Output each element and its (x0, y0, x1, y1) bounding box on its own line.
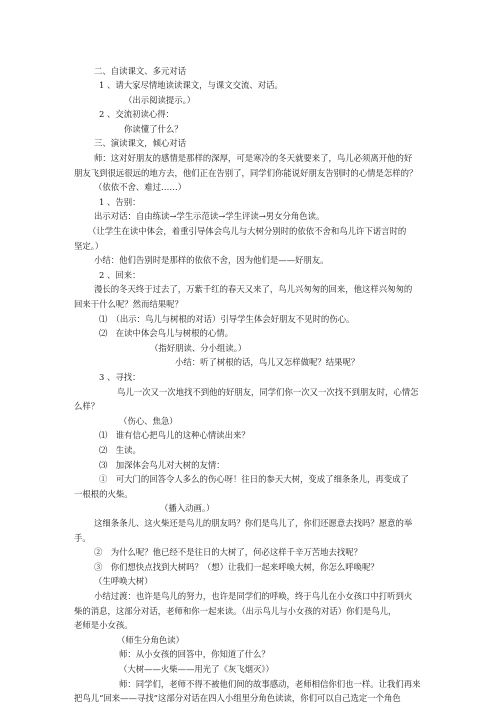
text-line: （生呼唤大树） (94, 576, 153, 587)
text-line: 师：从小女孩的回答中，你知道了什么？ (119, 649, 270, 659)
text-line: 2 、交流初读心得： (99, 109, 174, 120)
text-line: 柴的消息，这部分对话，老师和你一起来读。（出示鸟儿与小女孩的对话）你们是鸟儿， (74, 605, 397, 616)
text-line: 老师是小女孩。 (74, 620, 133, 630)
text-line: 师：同学们，老师不得不被他们间的故事感动，老师相信你们也一样。让我们再来 (119, 678, 421, 689)
text-line: 回来干什么呢？然而结果呢？ (74, 299, 183, 310)
text-line: ② 为什么呢？他已经不是往日的大树了，何必这样千辛万苦地去找呢？ (94, 547, 362, 557)
text-line: （大树——火柴——用光了《灰飞烟灭》） (119, 664, 274, 674)
text-line: 漫长的冬天终于过去了，万紫千红的春天又来了，鸟儿兴匆匆的回来，他这样兴匆匆的 (94, 284, 413, 295)
text-line: （让学生在读中体会，着重引导体会鸟儿与大树分别时的依依不舍和鸟儿许下诺言时的 (88, 226, 407, 237)
subheading: 1 、告别： (99, 197, 141, 207)
text-line: ⑵ 在读中体会鸟儿与树根的心情。 (99, 328, 233, 339)
subheading: 3 、寻找： (99, 372, 141, 382)
text-line: 小结过渡：也许是鸟儿的努力，也许是同学们的呼唤，终于鸟儿在小女孩口中打听到火 (94, 591, 413, 601)
text-line: （依依不舍、难过……） (94, 182, 187, 193)
text-line: （伤心、焦急） (119, 416, 178, 426)
text-line: ⑴ （出示：鸟儿与树根的对话）引导学生体会好朋友不见时的伤心。 (99, 314, 355, 324)
text-line: ⑴ 谁有信心把鸟儿的这种心情读出来？ (99, 430, 250, 441)
text-line: 小结：听了树根的话，鸟儿又怎样做呢？结果呢？ (175, 357, 360, 368)
section-heading-3: 三、演读课文，倾心对话 (94, 138, 187, 149)
text-line: 1 、请大家尽情地读读课文，与课文交流、对话。 (99, 80, 283, 91)
text-line: ① 可大门的回答令人多么的伤心呀！往日的参天大树，变成了细条条儿，再变成了 (99, 474, 409, 484)
section-heading-2: 二、自读课文、多元对话 (94, 66, 187, 76)
text-line: （师生分角色读） (117, 634, 184, 645)
text-line: 朋友飞到很远很远的地方去，他们正在告别了，同学们你能说好朋友告别时的心情是怎样的？ (74, 168, 418, 178)
text-line: 坚定。） (74, 241, 104, 251)
text-line: 把鸟儿“回来——寻找”这部分对话在四人小组里分角色读读，你们可以自己选定一个角色 (74, 693, 401, 703)
text-line: 手。 (74, 532, 91, 543)
text-line: （播入动画。） (160, 503, 215, 514)
text-line: 你读懂了什么？ (124, 124, 183, 135)
text-line: 出示对话：自由练读→学生示范读→学生评读→男女分角色读。 (94, 211, 325, 222)
text-line: 么样？ (74, 401, 100, 412)
text-line: ⑶ 加深体会鸟儿对大树的友情： (99, 459, 225, 470)
text-line: 小结：他们告别时是那样的依依不舍，因为他们是——好朋友。 (94, 255, 329, 266)
text-line: 这细条条儿、这火柴还是鸟儿的朋友吗？你们是鸟儿了，你们还愿意去找吗？愿意的举 (94, 518, 413, 528)
text-line: ⑵ 生读。 (99, 445, 141, 455)
text-line: 鸟儿一次又一次地找不到他的好朋友，同学们你一次又一次找不到朋友时，心情怎 (117, 387, 419, 397)
subheading: 2 、回来： (99, 270, 141, 280)
text-line: 师：这对好朋友的感情是那样的深厚，可是寒冷的冬天就要来了，鸟儿必须离开他的好 (94, 153, 413, 164)
text-line: （指好朋读、分小组读。） (150, 343, 247, 353)
text-line: （出示阅读提示。） (124, 95, 196, 105)
text-line: ③ 你们想快点找到大树吗？（想）让我们一起来呼唤大树，你怎么呼唤呢？ (94, 562, 379, 572)
text-line: 一根根的火柴。 (74, 489, 133, 499)
